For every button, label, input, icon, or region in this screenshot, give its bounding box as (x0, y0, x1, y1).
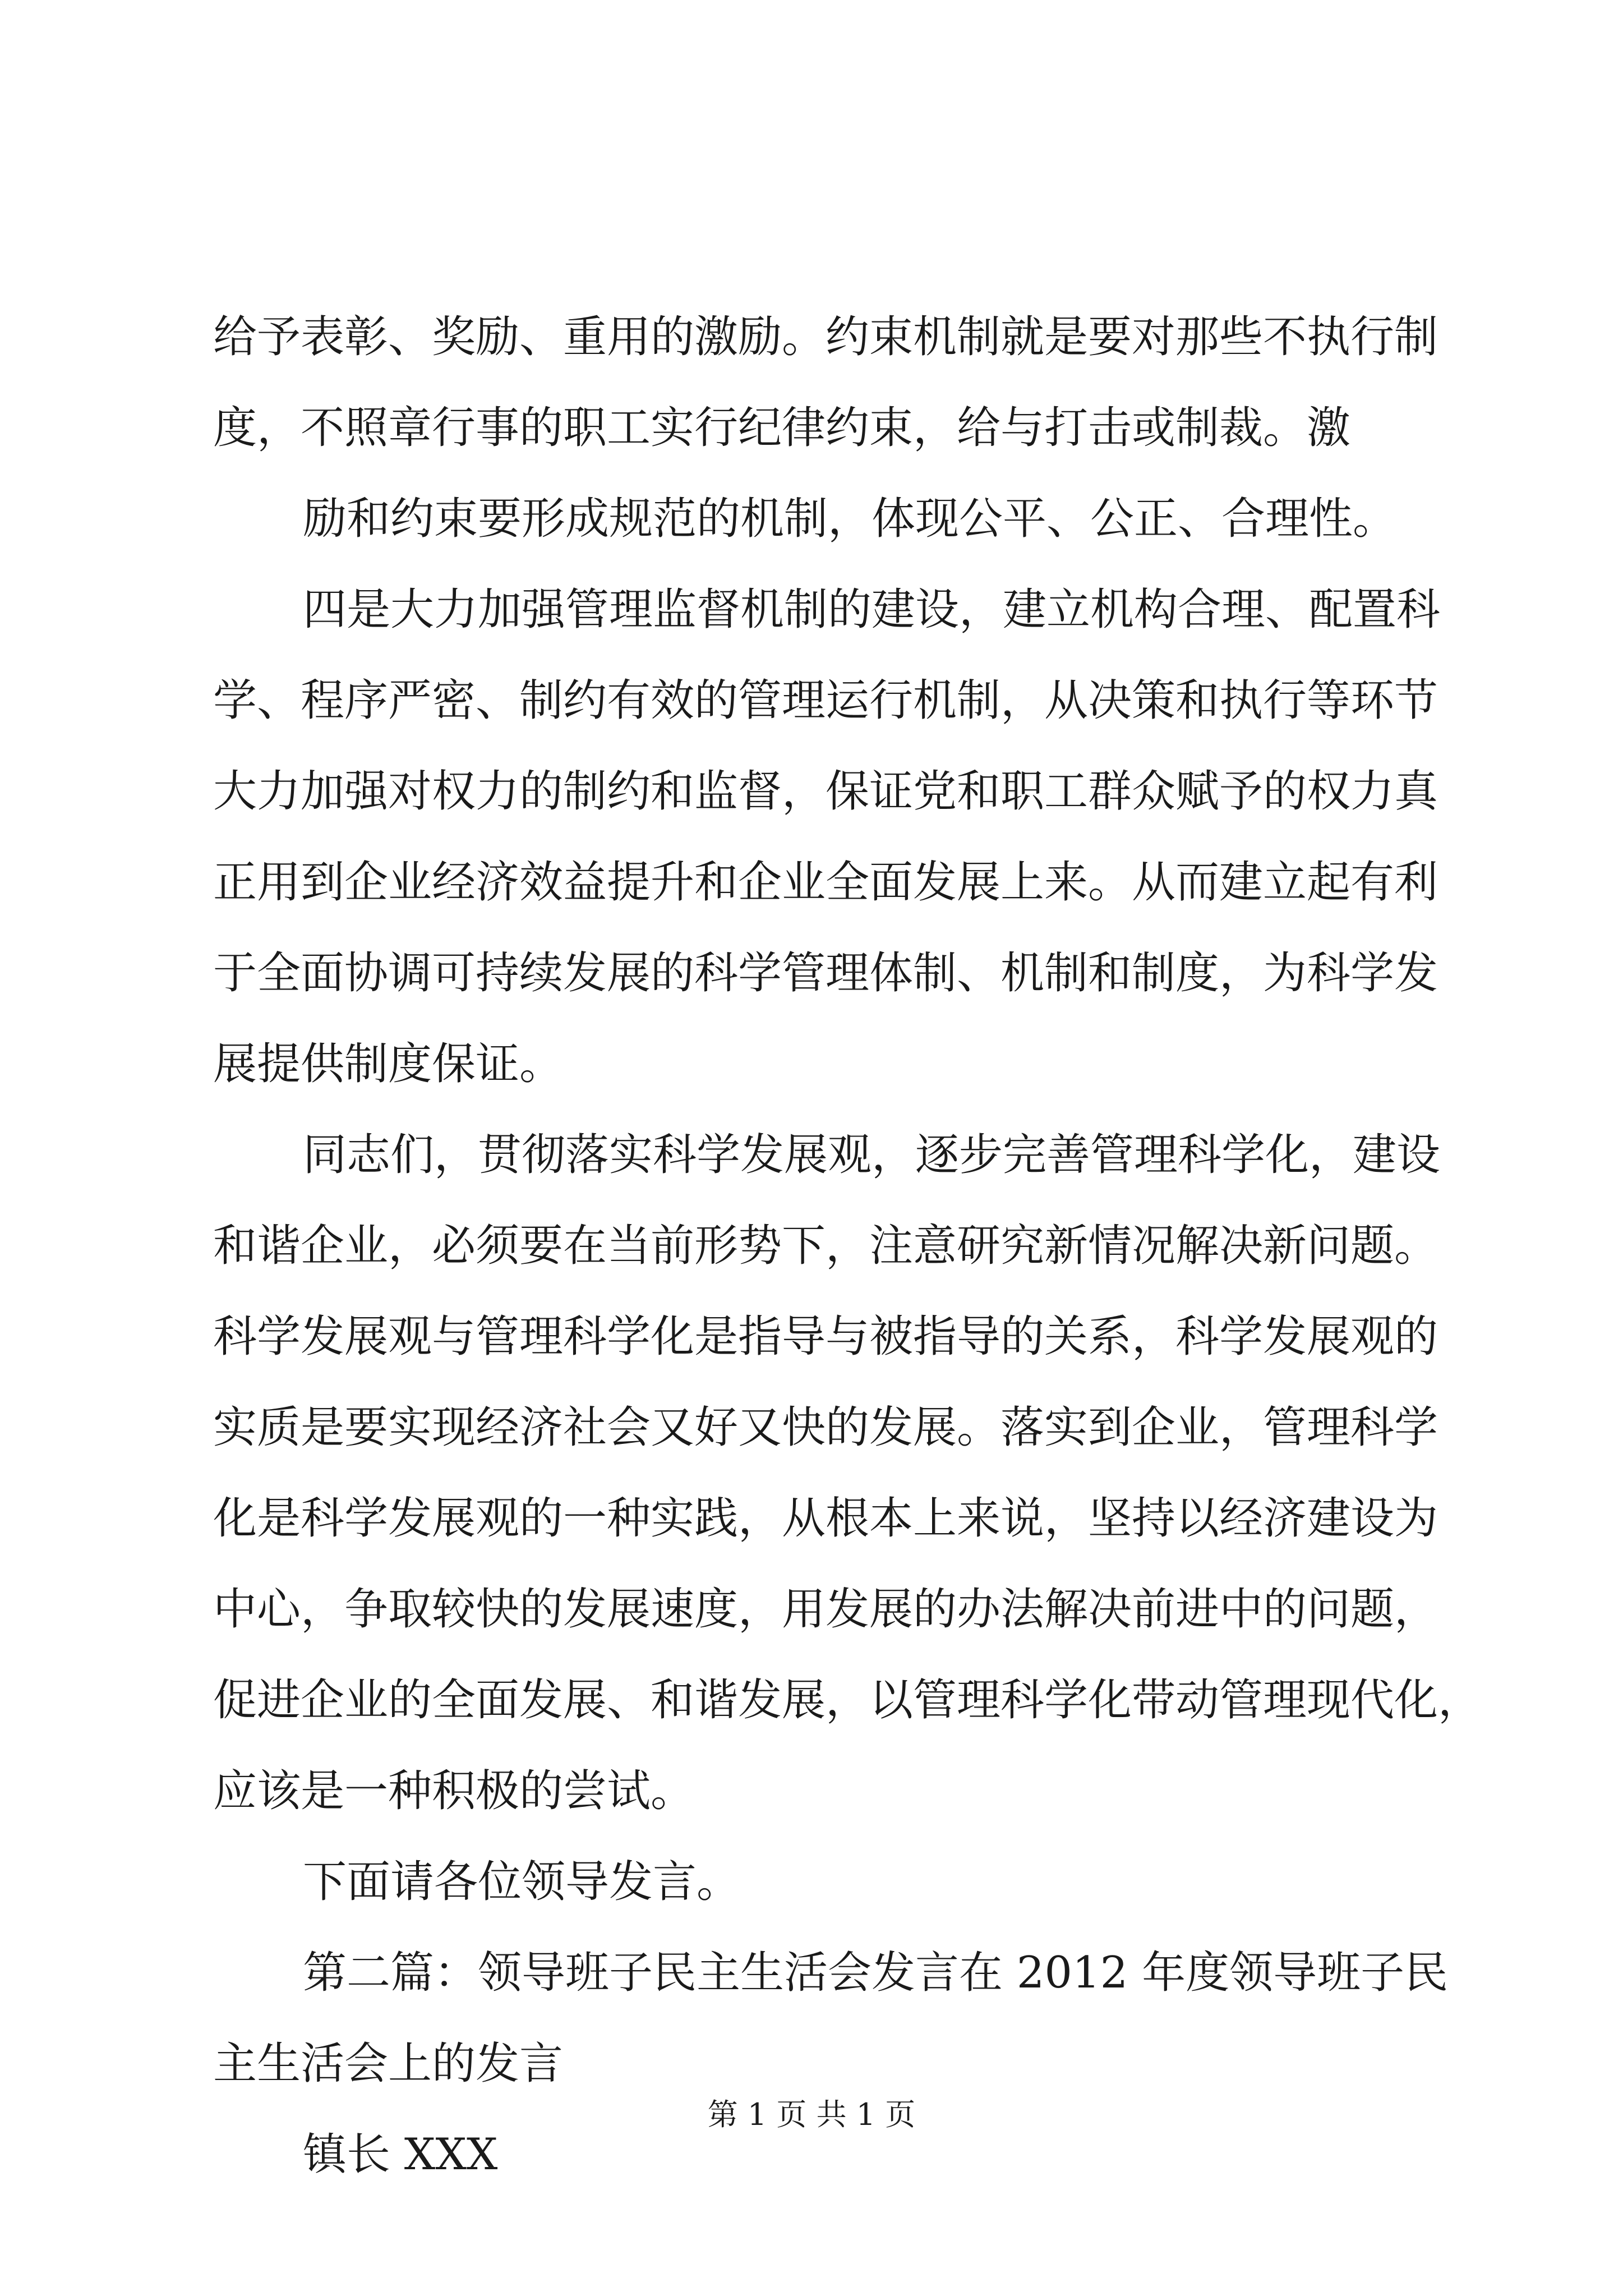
text-line: 学、程序严密、制约有效的管理运行机制，从决策和执行等环节 (213, 675, 1438, 726)
text-line: 应该是一种积极的尝试。 (213, 1766, 695, 1816)
text-line: 实质是要实现经济社会又好又快的发展。落实到企业，管理科学 (213, 1402, 1438, 1453)
text-line: 主生活会上的发言 (213, 2039, 564, 2089)
text-line: 下面请各位领导发言。 (303, 1857, 741, 1907)
text-line: 大力加强对权力的制约和监督，保证党和职工群众赋予的权力真 (213, 766, 1438, 817)
text-line: 励和约束要形成规范的机制，体现公平、公正、合理性。 (303, 494, 1397, 544)
page-footer (0, 2092, 1623, 2137)
text-line: 同志们，贯彻落实科学发展观，逐步完善管理科学化，建设 (303, 1130, 1441, 1180)
document-body (213, 292, 1482, 2200)
text-line: 正用到企业经济效益提升和企业全面发展上来。从而建立起有利 (213, 857, 1438, 908)
text-line: 度，不照章行事的职工实行纪律约束，给与打击或制裁。激 (213, 403, 1351, 453)
text-line: 于全面协调可持续发展的科学管理体制、机制和制度，为科学发 (213, 948, 1438, 999)
text-line: 科学发展观与管理科学化是指导与被指导的关系，科学发展观的 (213, 1312, 1438, 1362)
text-line: 第二篇：领导班子民主生活会发言在 2012 年度领导班子民 (303, 1948, 1449, 1998)
text-line: 和谐企业，必须要在当前形势下，注意研究新情况解决新问题。 (213, 1221, 1438, 1271)
text-line: 镇长 XXX (303, 2129, 498, 2180)
text-line: 四是大力加强管理监督机制的建设，建立机构合理、配置科 (303, 585, 1441, 635)
text-line: 中心，争取较快的发展速度，用发展的办法解决前进中的问题， (213, 1584, 1438, 1635)
page-number: 第 1 页 共 1 页 (707, 2097, 916, 2132)
text-line: 化是科学发展观的一种实践，从根本上来说，坚持以经济建设为 (213, 1493, 1438, 1544)
text-line: 展提供制度保证。 (213, 1039, 564, 1089)
text-line: 促进企业的全面发展、和谐发展，以管理科学化带动管理现代化， (213, 1675, 1482, 1726)
text-line: 给予表彰、奖励、重用的激励。约束机制就是要对那些不执行制 (213, 312, 1438, 362)
